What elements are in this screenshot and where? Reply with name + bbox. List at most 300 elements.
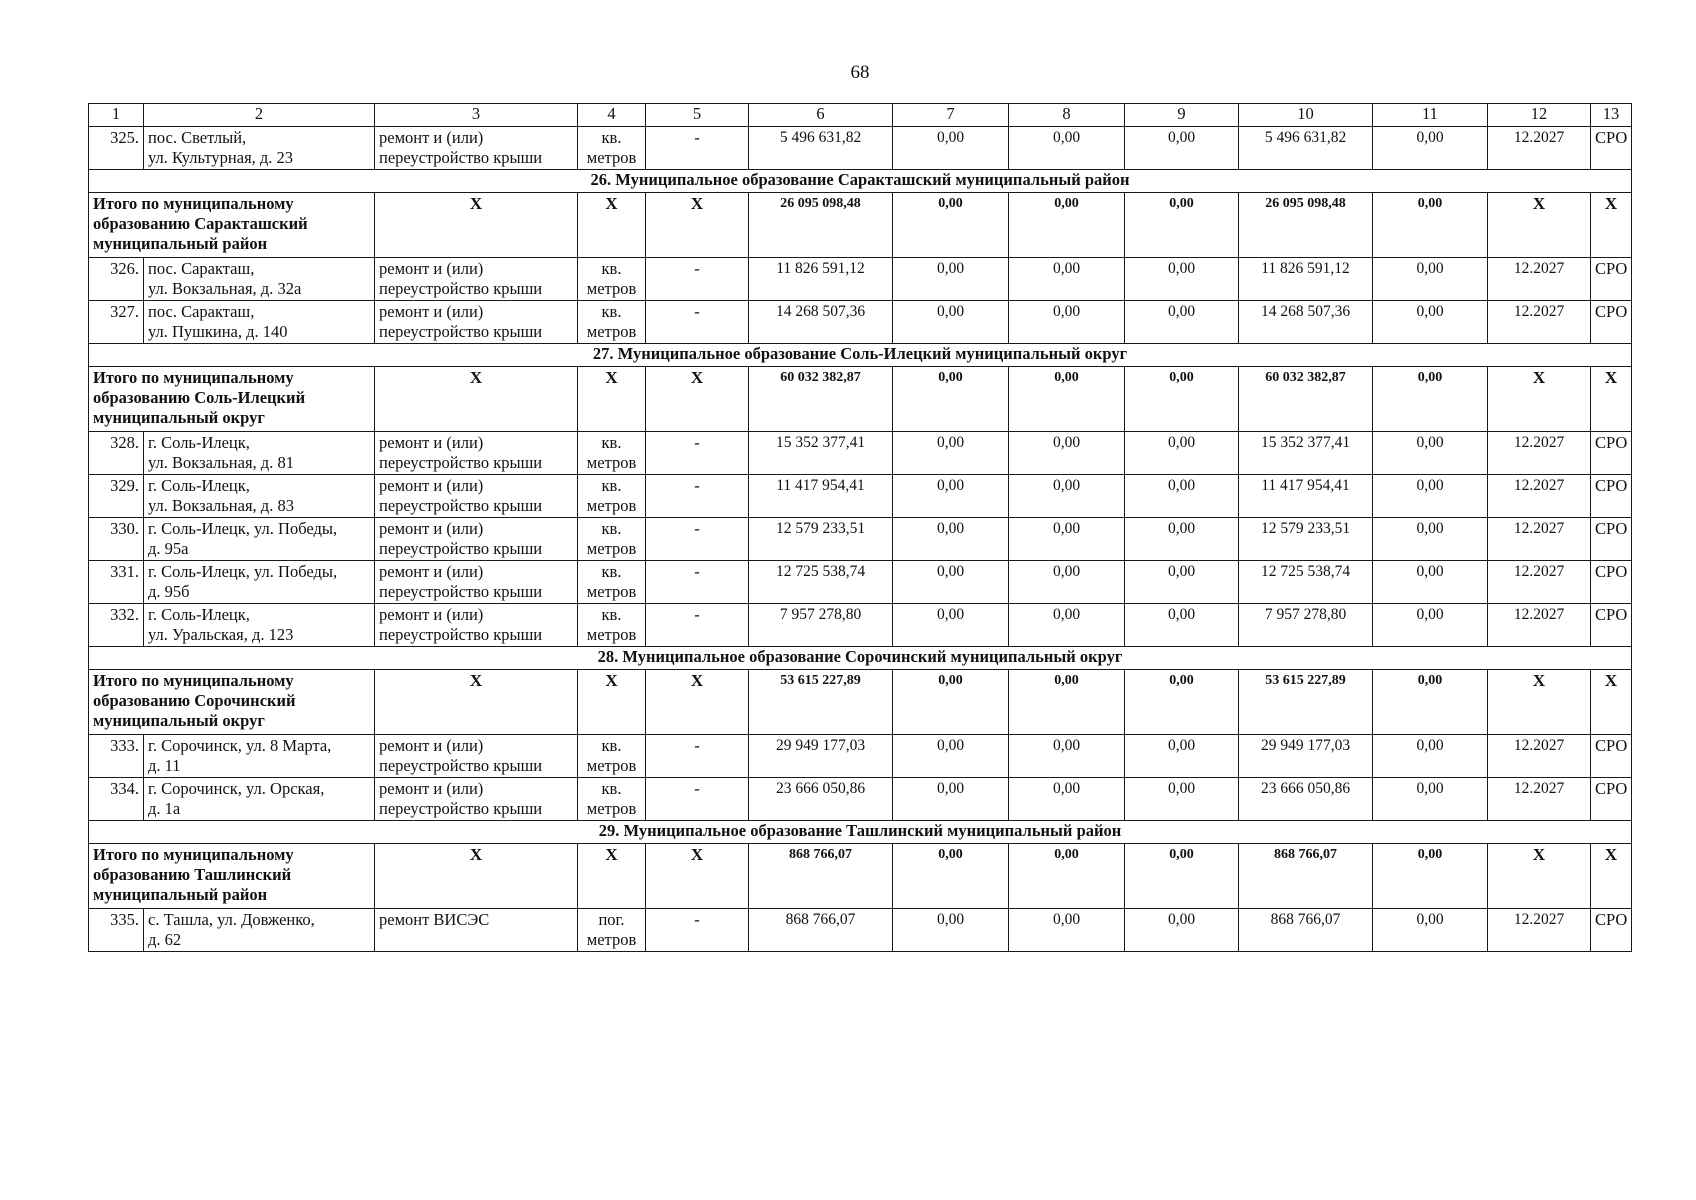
unit-cell-line: метров [586, 148, 637, 167]
total-amount: 0,00 [893, 844, 1009, 909]
amount-cell: 0,00 [1373, 604, 1488, 647]
completion-date-cell: 12.2027 [1488, 909, 1591, 952]
amount-cell: 0,00 [1125, 301, 1239, 344]
column-header: 6 [749, 104, 893, 127]
x-marker: X [578, 670, 646, 735]
amount-cell: 0,00 [1125, 561, 1239, 604]
work-type-cell-line: ремонт ВИСЭС [379, 910, 490, 929]
amount-cell: 0,00 [893, 301, 1009, 344]
column-header: 3 [375, 104, 578, 127]
work-type-cell [375, 127, 578, 170]
work-type-cell-line: переустройство крыши [379, 539, 543, 558]
section-heading-row [89, 344, 1632, 367]
total-label-line: муниципальный район [93, 234, 268, 253]
total-amount: 0,00 [1373, 844, 1488, 909]
address-cell-line: д. 95а [148, 539, 189, 558]
unit-cell-line: метров [586, 930, 637, 949]
x-marker: X [1591, 193, 1632, 258]
column-header: 10 [1239, 104, 1373, 127]
unit-cell-line: пог. [598, 910, 625, 929]
total-amount: 0,00 [1009, 193, 1125, 258]
row-number: 325. [89, 127, 144, 170]
amount-cell: 11 826 591,12 [1239, 258, 1373, 301]
amount-cell: 0,00 [1009, 735, 1125, 778]
amount-cell: 868 766,07 [749, 909, 893, 952]
section-total-row [89, 193, 1632, 258]
unit-cell [578, 778, 646, 821]
amount-cell: 0,00 [1125, 258, 1239, 301]
address-cell-line: г. Соль-Илецк, ул. Победы, [148, 562, 338, 581]
total-amount: 0,00 [1373, 193, 1488, 258]
amount-cell: 23 666 050,86 [749, 778, 893, 821]
unit-cell-line: метров [586, 625, 637, 644]
row-number: 335. [89, 909, 144, 952]
section-title: 27. Муниципальное образование Соль-Илецкий муниципальный округ [89, 344, 1632, 367]
amount-cell: 0,00 [1009, 258, 1125, 301]
section-total-row [89, 670, 1632, 735]
amount-cell: 0,00 [1125, 778, 1239, 821]
amount-cell: 7 957 278,80 [1239, 604, 1373, 647]
amount-cell: 12 725 538,74 [749, 561, 893, 604]
total-label [89, 844, 375, 909]
work-type-cell-line: ремонт и (или) [379, 259, 484, 278]
address-cell-line: г. Соль-Илецк, [148, 476, 250, 495]
unit-cell-line: метров [586, 799, 637, 818]
work-type-cell [375, 561, 578, 604]
funding-source-cell: СРО [1591, 518, 1632, 561]
completion-date-cell: 12.2027 [1488, 518, 1591, 561]
unit-cell [578, 258, 646, 301]
address-cell-line: д. 95б [148, 582, 190, 601]
quantity-cell: - [646, 301, 749, 344]
x-marker: X [1488, 670, 1591, 735]
unit-cell [578, 735, 646, 778]
amount-cell: 5 496 631,82 [749, 127, 893, 170]
total-label-line: муниципальный район [93, 885, 268, 904]
work-type-cell-line: переустройство крыши [379, 322, 543, 341]
amount-cell: 0,00 [1125, 909, 1239, 952]
unit-cell [578, 604, 646, 647]
total-label-line: образованию Соль-Илецкий [93, 388, 306, 407]
amount-cell: 0,00 [1009, 475, 1125, 518]
column-header: 13 [1591, 104, 1632, 127]
completion-date-cell: 12.2027 [1488, 432, 1591, 475]
amount-cell: 0,00 [1009, 604, 1125, 647]
work-type-cell-line: ремонт и (или) [379, 562, 484, 581]
amount-cell: 12 579 233,51 [749, 518, 893, 561]
x-marker: X [1488, 367, 1591, 432]
work-type-cell [375, 518, 578, 561]
unit-cell-line: кв. [601, 259, 622, 278]
address-cell [144, 518, 375, 561]
x-marker: X [646, 844, 749, 909]
quantity-cell: - [646, 432, 749, 475]
row-number: 326. [89, 258, 144, 301]
address-cell [144, 735, 375, 778]
completion-date-cell: 12.2027 [1488, 604, 1591, 647]
total-amount: 868 766,07 [1239, 844, 1373, 909]
unit-cell [578, 127, 646, 170]
total-amount: 0,00 [1009, 670, 1125, 735]
amount-cell: 0,00 [1125, 604, 1239, 647]
amount-cell: 0,00 [1373, 561, 1488, 604]
total-label-line: муниципальный округ [93, 408, 265, 427]
table-row [89, 909, 1632, 952]
address-cell-line: ул. Вокзальная, д. 83 [148, 496, 294, 515]
address-cell-line: г. Сорочинск, ул. 8 Марта, [148, 736, 332, 755]
amount-cell: 15 352 377,41 [1239, 432, 1373, 475]
amount-cell: 0,00 [1373, 127, 1488, 170]
section-title: 28. Муниципальное образование Сорочинский муниципальный округ [89, 647, 1632, 670]
unit-cell-line: метров [586, 539, 637, 558]
funding-source-cell: СРО [1591, 475, 1632, 518]
amount-cell: 0,00 [1125, 475, 1239, 518]
total-amount: 0,00 [1125, 670, 1239, 735]
table-row [89, 778, 1632, 821]
amount-cell: 14 268 507,36 [1239, 301, 1373, 344]
total-amount: 26 095 098,48 [1239, 193, 1373, 258]
total-amount: 26 095 098,48 [749, 193, 893, 258]
address-cell-line: пос. Светлый, [148, 128, 247, 147]
row-number: 327. [89, 301, 144, 344]
work-type-cell-line: ремонт и (или) [379, 779, 484, 798]
table-row [89, 475, 1632, 518]
amount-cell: 29 949 177,03 [749, 735, 893, 778]
section-heading-row [89, 647, 1632, 670]
column-header: 12 [1488, 104, 1591, 127]
address-cell-line: д. 1а [148, 799, 181, 818]
column-header: 2 [144, 104, 375, 127]
address-cell-line: ул. Вокзальная, д. 32а [148, 279, 302, 298]
quantity-cell: - [646, 258, 749, 301]
unit-cell [578, 301, 646, 344]
quantity-cell: - [646, 518, 749, 561]
total-amount: 0,00 [893, 367, 1009, 432]
unit-cell [578, 518, 646, 561]
unit-cell [578, 475, 646, 518]
amount-cell: 0,00 [1009, 301, 1125, 344]
address-cell [144, 432, 375, 475]
total-amount: 0,00 [1373, 670, 1488, 735]
amount-cell: 0,00 [893, 561, 1009, 604]
total-label-line: образованию Ташлинский [93, 865, 292, 884]
x-marker: X [646, 670, 749, 735]
quantity-cell: - [646, 778, 749, 821]
unit-cell-line: кв. [601, 562, 622, 581]
page-number: 68 [850, 62, 870, 83]
x-marker: X [1488, 193, 1591, 258]
total-label-line: образованию Сорочинский [93, 691, 296, 710]
section-heading-row [89, 821, 1632, 844]
amount-cell: 0,00 [893, 909, 1009, 952]
amount-cell: 0,00 [1373, 475, 1488, 518]
amount-cell: 0,00 [1009, 127, 1125, 170]
completion-date-cell: 12.2027 [1488, 735, 1591, 778]
total-label-line: Итого по муниципальному [93, 368, 294, 387]
table-row [89, 735, 1632, 778]
completion-date-cell: 12.2027 [1488, 475, 1591, 518]
section-heading-row [89, 170, 1632, 193]
amount-cell: 0,00 [1373, 518, 1488, 561]
work-type-cell [375, 909, 578, 952]
funding-source-cell: СРО [1591, 301, 1632, 344]
amount-cell: 5 496 631,82 [1239, 127, 1373, 170]
x-marker: X [1488, 844, 1591, 909]
work-type-cell [375, 432, 578, 475]
total-amount: 0,00 [1125, 844, 1239, 909]
funding-source-cell: СРО [1591, 127, 1632, 170]
repair-schedule-table [88, 103, 1632, 952]
quantity-cell: - [646, 475, 749, 518]
address-cell [144, 561, 375, 604]
amount-cell: 0,00 [1373, 778, 1488, 821]
row-number: 334. [89, 778, 144, 821]
amount-cell: 0,00 [1125, 432, 1239, 475]
x-marker: X [375, 844, 578, 909]
x-marker: X [578, 193, 646, 258]
address-cell-line: ул. Пушкина, д. 140 [148, 322, 288, 341]
address-cell-line: ул. Вокзальная, д. 81 [148, 453, 294, 472]
unit-cell [578, 432, 646, 475]
total-amount: 0,00 [893, 670, 1009, 735]
unit-cell-line: кв. [601, 433, 622, 452]
column-header: 4 [578, 104, 646, 127]
work-type-cell-line: ремонт и (или) [379, 736, 484, 755]
table-row [89, 258, 1632, 301]
total-label-line: Итого по муниципальному [93, 671, 294, 690]
address-cell-line: пос. Саракташ, [148, 302, 255, 321]
amount-cell: 11 417 954,41 [749, 475, 893, 518]
amount-cell: 23 666 050,86 [1239, 778, 1373, 821]
x-marker: X [1591, 844, 1632, 909]
total-label-line: Итого по муниципальному [93, 845, 294, 864]
section-title: 29. Муниципальное образование Ташлинский муниципальный район [89, 821, 1632, 844]
quantity-cell: - [646, 127, 749, 170]
x-marker: X [375, 367, 578, 432]
column-header: 1 [89, 104, 144, 127]
x-marker: X [646, 193, 749, 258]
amount-cell: 0,00 [1373, 301, 1488, 344]
row-number: 333. [89, 735, 144, 778]
address-cell [144, 909, 375, 952]
table-row [89, 518, 1632, 561]
completion-date-cell: 12.2027 [1488, 258, 1591, 301]
unit-cell-line: кв. [601, 605, 622, 624]
unit-cell-line: метров [586, 582, 637, 601]
work-type-cell-line: переустройство крыши [379, 799, 543, 818]
amount-cell: 15 352 377,41 [749, 432, 893, 475]
amount-cell: 29 949 177,03 [1239, 735, 1373, 778]
unit-cell [578, 561, 646, 604]
quantity-cell: - [646, 561, 749, 604]
address-cell [144, 127, 375, 170]
total-amount: 0,00 [1373, 367, 1488, 432]
work-type-cell-line: переустройство крыши [379, 756, 543, 775]
funding-source-cell: СРО [1591, 909, 1632, 952]
total-amount: 60 032 382,87 [749, 367, 893, 432]
amount-cell: 12 725 538,74 [1239, 561, 1373, 604]
amount-cell: 0,00 [1009, 909, 1125, 952]
address-cell [144, 604, 375, 647]
total-label-line: образованию Саракташский [93, 214, 308, 233]
total-amount: 0,00 [1009, 844, 1125, 909]
amount-cell: 0,00 [1009, 778, 1125, 821]
amount-cell: 0,00 [1125, 127, 1239, 170]
amount-cell: 0,00 [893, 475, 1009, 518]
work-type-cell-line: переустройство крыши [379, 453, 543, 472]
address-cell-line: д. 62 [148, 930, 182, 949]
address-cell-line: г. Сорочинск, ул. Орская, [148, 779, 325, 798]
section-title: 26. Муниципальное образование Саракташский муниципальный район [89, 170, 1632, 193]
row-number: 332. [89, 604, 144, 647]
address-cell [144, 475, 375, 518]
amount-cell: 0,00 [893, 735, 1009, 778]
work-type-cell-line: переустройство крыши [379, 496, 543, 515]
unit-cell-line: кв. [601, 779, 622, 798]
x-marker: X [1591, 367, 1632, 432]
total-label [89, 367, 375, 432]
x-marker: X [646, 367, 749, 432]
amount-cell: 0,00 [1373, 909, 1488, 952]
completion-date-cell: 12.2027 [1488, 778, 1591, 821]
table-row [89, 127, 1632, 170]
total-label [89, 193, 375, 258]
work-type-cell-line: переустройство крыши [379, 279, 543, 298]
quantity-cell: - [646, 604, 749, 647]
unit-cell-line: метров [586, 322, 637, 341]
unit-cell-line: метров [586, 756, 637, 775]
unit-cell-line: метров [586, 279, 637, 298]
x-marker: X [578, 844, 646, 909]
funding-source-cell: СРО [1591, 778, 1632, 821]
quantity-cell: - [646, 735, 749, 778]
amount-cell: 11 826 591,12 [749, 258, 893, 301]
amount-cell: 0,00 [1373, 258, 1488, 301]
funding-source-cell: СРО [1591, 432, 1632, 475]
unit-cell-line: кв. [601, 302, 622, 321]
work-type-cell [375, 604, 578, 647]
row-number: 330. [89, 518, 144, 561]
amount-cell: 0,00 [893, 127, 1009, 170]
amount-cell: 7 957 278,80 [749, 604, 893, 647]
work-type-cell-line: ремонт и (или) [379, 476, 484, 495]
address-cell [144, 258, 375, 301]
work-type-cell-line: ремонт и (или) [379, 519, 484, 538]
total-amount: 0,00 [1125, 193, 1239, 258]
x-marker: X [578, 367, 646, 432]
unit-cell-line: кв. [601, 128, 622, 147]
address-cell-line: ул. Культурная, д. 23 [148, 148, 294, 167]
unit-cell-line: кв. [601, 476, 622, 495]
address-cell-line: г. Соль-Илецк, [148, 433, 250, 452]
table-row [89, 604, 1632, 647]
column-header: 5 [646, 104, 749, 127]
funding-source-cell: СРО [1591, 561, 1632, 604]
address-cell-line: г. Соль-Илецк, ул. Победы, [148, 519, 338, 538]
amount-cell: 11 417 954,41 [1239, 475, 1373, 518]
work-type-cell-line: переустройство крыши [379, 148, 543, 167]
work-type-cell-line: ремонт и (или) [379, 128, 484, 147]
address-cell-line: пос. Саракташ, [148, 259, 255, 278]
unit-cell-line: метров [586, 453, 637, 472]
work-type-cell [375, 778, 578, 821]
unit-cell-line: кв. [601, 519, 622, 538]
total-amount: 60 032 382,87 [1239, 367, 1373, 432]
total-amount: 0,00 [1125, 367, 1239, 432]
funding-source-cell: СРО [1591, 735, 1632, 778]
amount-cell: 0,00 [1009, 518, 1125, 561]
total-label-line: Итого по муниципальному [93, 194, 294, 213]
total-amount: 53 615 227,89 [1239, 670, 1373, 735]
completion-date-cell: 12.2027 [1488, 301, 1591, 344]
work-type-cell-line: переустройство крыши [379, 582, 543, 601]
total-amount: 868 766,07 [749, 844, 893, 909]
column-header: 9 [1125, 104, 1239, 127]
column-header: 7 [893, 104, 1009, 127]
row-number: 329. [89, 475, 144, 518]
amount-cell: 14 268 507,36 [749, 301, 893, 344]
amount-cell: 0,00 [893, 258, 1009, 301]
unit-cell [578, 909, 646, 952]
amount-cell: 0,00 [893, 778, 1009, 821]
amount-cell: 0,00 [1125, 735, 1239, 778]
total-amount: 0,00 [1009, 367, 1125, 432]
funding-source-cell: СРО [1591, 604, 1632, 647]
completion-date-cell: 12.2027 [1488, 561, 1591, 604]
work-type-cell [375, 475, 578, 518]
address-cell [144, 778, 375, 821]
work-type-cell-line: переустройство крыши [379, 625, 543, 644]
column-header: 8 [1009, 104, 1125, 127]
row-number: 331. [89, 561, 144, 604]
amount-cell: 0,00 [893, 518, 1009, 561]
amount-cell: 0,00 [1125, 518, 1239, 561]
amount-cell: 0,00 [1009, 432, 1125, 475]
column-header: 11 [1373, 104, 1488, 127]
x-marker: X [375, 193, 578, 258]
amount-cell: 0,00 [893, 604, 1009, 647]
amount-cell: 0,00 [1373, 432, 1488, 475]
total-amount: 0,00 [893, 193, 1009, 258]
amount-cell: 0,00 [893, 432, 1009, 475]
total-label-line: муниципальный округ [93, 711, 265, 730]
section-total-row [89, 844, 1632, 909]
amount-cell: 12 579 233,51 [1239, 518, 1373, 561]
quantity-cell: - [646, 909, 749, 952]
address-cell [144, 301, 375, 344]
address-cell-line: ул. Уральская, д. 123 [148, 625, 294, 644]
work-type-cell [375, 735, 578, 778]
address-cell-line: г. Соль-Илецк, [148, 605, 250, 624]
x-marker: X [375, 670, 578, 735]
x-marker: X [1591, 670, 1632, 735]
unit-cell-line: метров [586, 496, 637, 515]
table-row [89, 561, 1632, 604]
work-type-cell-line: ремонт и (или) [379, 605, 484, 624]
work-type-cell [375, 301, 578, 344]
row-number: 328. [89, 432, 144, 475]
completion-date-cell: 12.2027 [1488, 127, 1591, 170]
address-cell-line: д. 11 [148, 756, 181, 775]
funding-source-cell: СРО [1591, 258, 1632, 301]
table-row [89, 432, 1632, 475]
amount-cell: 0,00 [1009, 561, 1125, 604]
unit-cell-line: кв. [601, 736, 622, 755]
amount-cell: 868 766,07 [1239, 909, 1373, 952]
address-cell-line: с. Ташла, ул. Довженко, [148, 910, 315, 929]
work-type-cell-line: ремонт и (или) [379, 433, 484, 452]
total-label [89, 670, 375, 735]
